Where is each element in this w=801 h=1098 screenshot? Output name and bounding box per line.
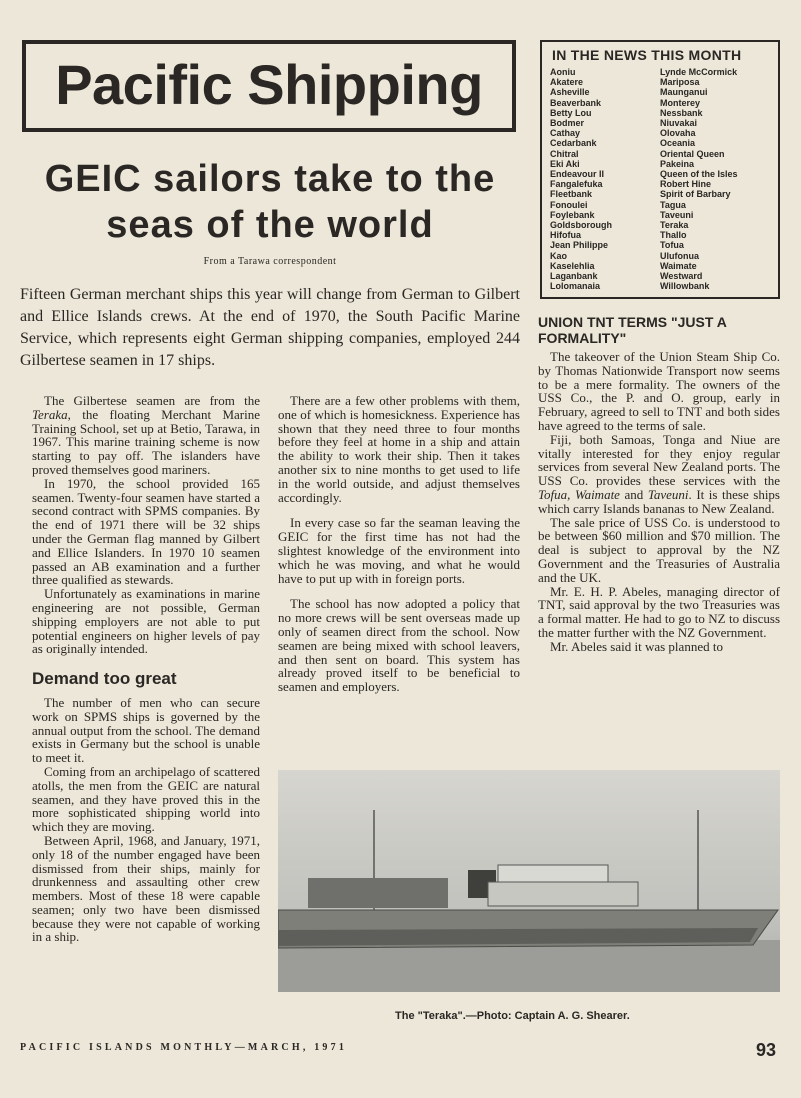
union-headline: UNION TNT TERMS "JUST A FORMALITY" bbox=[538, 314, 727, 346]
news-item: Oriental Queen bbox=[660, 148, 725, 159]
text: , the floating Merchant Marine Training School, set up at Betio, Tarawa, in 1967. This marine training scheme is now starting to pay off. The islanders have proved themselves good mariners. bbox=[32, 406, 260, 477]
news-item: Teraka bbox=[660, 220, 689, 231]
news-item: Hifofua bbox=[550, 230, 581, 241]
news-item: Niuvakai bbox=[660, 118, 698, 129]
news-item: Waimate bbox=[660, 260, 697, 271]
news-item: Kao bbox=[550, 250, 568, 261]
ship-names: Tofua, Waimate bbox=[538, 486, 620, 502]
news-item: Eki Aki bbox=[550, 158, 580, 169]
article-column-1 bbox=[32, 394, 260, 944]
byline: From a Tarawa correspondent bbox=[203, 256, 337, 267]
news-item: Laganbank bbox=[550, 271, 598, 282]
ship-name: Taveuni bbox=[647, 486, 689, 502]
news-item: Betty Lou bbox=[550, 107, 592, 118]
paragraph: Mr. Abeles said it was planned to bbox=[550, 638, 723, 654]
news-list-left bbox=[550, 67, 612, 291]
news-list-right bbox=[660, 67, 738, 291]
news-item: Akatere bbox=[550, 77, 584, 88]
news-item: Ulufonua bbox=[660, 250, 699, 261]
news-item: Kaselehlia bbox=[550, 260, 595, 271]
news-item: Thallo bbox=[660, 230, 687, 241]
section-title: Pacific Shipping bbox=[55, 53, 483, 116]
paragraph: In 1970, the school provided 165 seamen. Twenty-four seamen have started a second contract with SPMS companies. By the end of 1971 there will be 32 ships under the German flag manned by Gilbert and Ellice Islanders. In 1970 10 seamen passed an AB examination and a further three qualified as stewards. bbox=[32, 475, 260, 588]
ship-name: Teraka bbox=[32, 406, 68, 422]
page-footer: PACIFIC ISLANDS MONTHLY—MARCH, 1971 bbox=[20, 1042, 348, 1053]
article-headline: GEIC sailors take to the seas of the world bbox=[44, 158, 496, 246]
news-item: Nessbank bbox=[660, 107, 703, 118]
paragraph: In every case so far the seaman leaving the GEIC for the first time has not had the slightest knowledge of the environment into which he was moving, and what he would have to put up with in foreign ports. bbox=[278, 515, 520, 586]
page-number: 93 bbox=[756, 1040, 777, 1060]
news-item: Endeavour II bbox=[550, 169, 605, 180]
news-item: Lynde McCormick bbox=[660, 67, 738, 77]
news-item: Oceania bbox=[660, 138, 696, 149]
photo-caption: The "Teraka".—Photo: Captain A. G. Shearer. bbox=[395, 1010, 630, 1022]
text: Fiji, both Samoas, Tonga and Niue are vitally interested for they enjoy regular services from several New Zealand ports. The USS Co. provides these services with the bbox=[538, 431, 780, 489]
paragraph: The sale price of USS Co. is understood to be between $60 million and $70 million. The deal is subject to approval by the NZ Government and the Treasuries of Australia and the UK. bbox=[538, 514, 780, 585]
news-item: Fonoulei bbox=[550, 199, 588, 210]
news-item: Cathay bbox=[550, 128, 581, 139]
news-item: Westward bbox=[660, 271, 703, 282]
text: and bbox=[619, 486, 648, 502]
paragraph: The number of men who can secure work on SPMS ships is governed by the annual output from the school. The demand exists in Germany but the school is unable to meet it. bbox=[32, 694, 260, 766]
paragraph: The takeover of the Union Steam Ship Co. by Thomas Nationwide Transport now seems to be a mere formality. The owners of the USS Co., the P. and O. group, early in February, agreed to sell to TNT and both sides have agreed to the terms of sale. bbox=[538, 349, 780, 433]
news-item: Olovaha bbox=[660, 128, 696, 139]
news-item: Taveuni bbox=[660, 209, 694, 220]
news-item: Queen of the Isles bbox=[660, 169, 738, 180]
ship-illustration bbox=[278, 770, 780, 992]
text: The Gilbertese seamen are from the bbox=[44, 393, 260, 408]
article-column-2 bbox=[278, 394, 520, 694]
paragraph bbox=[538, 433, 780, 516]
news-item: Asheville bbox=[550, 87, 590, 98]
news-item: Willowbank bbox=[660, 281, 710, 292]
news-item: Jean Philippe bbox=[550, 240, 609, 251]
news-item: Lolomanaia bbox=[550, 281, 601, 292]
paragraph: There are a few other problems with them, one of which is homesickness. Experience has shown that they need three to four months before they feel at home in a ship and attain the ability to work their ship. Then it takes another six to nine months to get used to life in the world outside, and adjust themselves accordingly. bbox=[278, 393, 520, 505]
subheading: Demand too great bbox=[32, 669, 177, 689]
paragraph: The school has now adopted a policy that no more crews will be sent overseas made up only of seamen direct from the school. Now seamen are being mixed with school leavers, and then sent on board. This system has already proved itself to be beneficial to seamen and employers. bbox=[278, 596, 520, 695]
news-box-title: IN THE NEWS THIS MONTH bbox=[552, 47, 742, 63]
news-item: Aoniu bbox=[550, 67, 576, 77]
news-item: Pakeina bbox=[660, 158, 695, 169]
news-item: Mariposa bbox=[660, 77, 700, 88]
news-item: Monterey bbox=[660, 97, 701, 108]
news-item: Goldsborough bbox=[550, 220, 612, 231]
news-item: Tofua bbox=[660, 240, 684, 251]
news-item: Robert Hine bbox=[660, 179, 712, 190]
text: . It is these ships which carry Islands bananas to New Zealand. bbox=[538, 486, 780, 516]
paragraph: Mr. E. H. P. Abeles, managing director of TNT, said approval by the two Treasuries was a formal matter. He had to go to NZ to discuss the matter further with the NZ Government. bbox=[538, 583, 780, 640]
ship-photo bbox=[278, 770, 780, 992]
news-item: Tagua bbox=[660, 199, 686, 210]
news-item: Bodmer bbox=[550, 118, 585, 129]
paragraph: Coming from an archipelago of scattered atolls, the men from the GEIC are natural seamen, and they have proved this in the more sophisticated shipping world into which they are moving. bbox=[32, 763, 260, 835]
news-item: Beaverbank bbox=[550, 97, 602, 108]
news-item: Spirit of Barbary bbox=[660, 189, 731, 200]
lead-paragraph: Fifteen German merchant ships this year will change from German to Gilbert and Ellice Islands crews. At the end of 1970, the South Pacific Marine Service, which represents eight German shipping companies, employed 244 Gilbertese seamen in 17 ships. bbox=[20, 286, 520, 369]
news-item: Maunganui bbox=[660, 87, 708, 98]
news-item: Cedarbank bbox=[550, 138, 597, 149]
news-item: Fleetbank bbox=[550, 189, 593, 200]
news-item: Foylebank bbox=[550, 209, 595, 220]
union-article bbox=[538, 350, 780, 654]
news-item: Fangalefuka bbox=[550, 179, 603, 190]
news-item: Chitral bbox=[550, 148, 579, 159]
paragraph: Between April, 1968, and January, 1971, only 18 of the number engaged have been dismissed from their ships, mainly for drunkenness and assaulting other crew members. Most of these 18 were capable seamen; only two have been dismissed because they were not capable of working in a ship. bbox=[32, 832, 260, 945]
paragraph bbox=[32, 394, 260, 477]
paragraph: Unfortunately as examinations in marine engineering are not possible, German shipping employers are not able to put potential engineers on higher levels of pay as originally intended. bbox=[32, 586, 260, 657]
